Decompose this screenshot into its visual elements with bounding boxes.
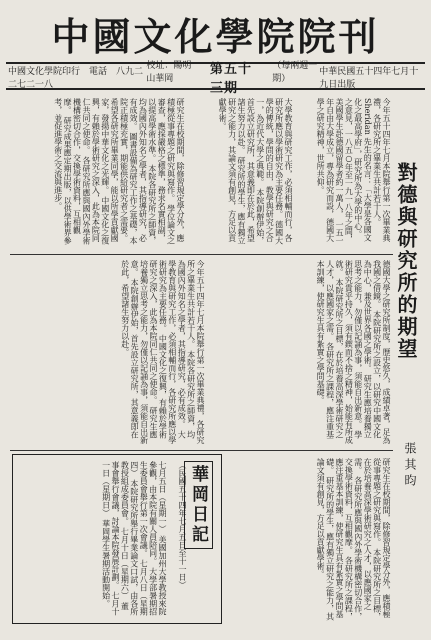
article-col: 本院研究所之設立，以研究中國文化為中心，兼及世界各國之學術。 [363,260,382,439]
article-col: 德國大學的傳統，學問的自由，教學與研究之合一，為近代大學之典範。 [255,98,284,245]
article-col: 研究成果應定期出版，以供學術界參考，並促進學術之交流與進步。 [53,98,73,245]
diary-entry: 七月八日（星期四） [129,461,149,616]
diary-box [12,454,222,624]
article-col: 今年五十四年七月本院舉行第一次畢業典禮，各研究所之畢業生共計若干人。 [186,260,205,444]
body-area [6,92,425,632]
header-info-line [8,61,423,96]
article-block-6 [231,458,391,623]
diary-entries [19,461,167,616]
article-col: 各研究所應與國內外學術機構密切合作，交換學術資料，互相觀摩。 [63,98,91,245]
masthead-title: 中國文化學院院刊 [51,13,380,59]
article-col: 研究生應培養獨立思考之能力，勿僅以記誦為事，須能自出新意。 [353,260,373,439]
diary-entry: 華岡學生暑期活動開始。 [101,519,111,608]
article-block-5 [10,260,205,445]
diary-entry: 美國加州大學教授來院參觀，由本院有關人員陪同。 [148,461,167,616]
section-divider [10,254,393,255]
article-block-3 [15,98,185,248]
article-col: 各研究所之課程，應注重基本訓練，使研究生具有紮實之學問基礎。 [325,458,354,621]
article-col: 本院各研究所之師資，均為國內外知名之學者，其指導研究，必有成效。 [177,260,196,439]
article-col: 本院研究所之目標，在於培養高深學術研究之人才，以應國家之需。 [353,458,382,621]
article-col: 一五一年自由大學成立，專為研究而設，德國大學之研究精神，世所共仰。 [316,98,344,245]
diary-entry: 董事會舉行會議，討論本院發展計劃。 [110,461,130,611]
masthead-rule-bottom [6,88,425,90]
header-date: 中華民國五十四年七月十九日出版 [319,67,419,90]
article-col: 研究所的學生，應有獨立研究之能力，其論文須有創見，方足以貢獻學術。 [316,458,335,621]
article-col: 今年五十四年七月本院舉行第一次畢業典禮，各研究所之畢業生共計若干人。 [372,98,391,242]
article-col: 研究生在校期間，除修習規定學分外，應積極從事專題之研究與寫作。 [166,98,185,242]
article-col: 圖書設備為研究工作之基礎，本院正積極充實，期能供給研究者之需要。 [119,98,138,245]
article-block-1 [301,98,391,248]
article-col: 研究生應培養獨立思考之能力，勿僅以記誦為事，須能自出新意。 [130,260,158,444]
article-col: 希望各研究所畢業同學，能以所學貢獻國家，發揚中華文化之光輝。 [100,98,120,242]
diary-entry: 本院研究所舉行畢業論文口試，由各所教授組成委員會。 [120,461,139,616]
article-col: 德國大學之研究所制度，歷史悠久，成績卓著，足為我國之借鏡。 [372,260,391,444]
article-col: 研究所的學生，應有獨立研究之能力，其論文須有創見，方足以貢獻學術。 [218,98,246,245]
header-left-info: 中國文化學院印行 電話 八九二二七二一八 [8,67,144,90]
article-col: 學位論文之審查，應採嚴格之標準，務求名實相副，以提高學術水準。 [147,98,176,245]
article-col: 研究生在校期間，除修習規定學分外，應積極從事專題之研究與寫作。 [372,458,391,618]
newspaper-page [6,4,425,634]
article-col: 各研究所應與國內外學術機構密切合作，交換學術資料，互相觀摩。 [344,458,363,621]
diary-entry: 七月五日（星期一） [158,461,167,533]
article-col: 本院研究所之目標，在於培養高深學術研究之人才，以應國家之需。 [325,260,344,439]
diary-entry: 七月十一日（星期日） [101,461,120,616]
header-mid [146,58,319,96]
article-col: 之意見，一八五○年至一九一八年之間，美國學生赴德國留學者約一萬人， [334,98,354,243]
article-col: Sheridan 先生的名言：「大學是各國文化之最高學府」，研究所為大學的中心。 [353,98,373,242]
article-title: 對德與研究所的期望 [394,162,418,360]
article-col: 本院創辦伊始，首先設立研究所，其意義即在於此，希望諸生努力以赴。 [120,260,140,439]
diary-title: 華岡日記 [184,461,213,549]
article-col: 各研究所之課程，應注重基本訓練，使研究生具有紮實之學問基礎。 [316,260,335,439]
article-author: 張其昀 [403,442,417,490]
section-divider-2 [10,450,393,451]
article-col: 大學教育與研究工作，必須相輔而行，各研究所應以學術研究為主要任務。 [158,260,187,444]
article-col: 中國文化之復興，有賴於學術研究之深入，此為本院同仁共同之使命。 [81,98,110,245]
article-col: 中國文化之復興，有賴於學術研究之深入，此為本院同仁共同之使命。 [148,260,168,439]
subscription-1: 校址：陽明山華岡 [146,61,192,84]
article-col: 本院各研究所之師資，均為國內外知名之學者，其指導研究，必有成效。 [128,98,157,245]
article-col: 大學教育與研究工作，必須相輔而行，各研究所應以學術研究為主要任務。 [274,98,293,242]
issue-number: 第五十三期 [210,62,253,96]
issue-frequency: （每兩週一期） [272,61,318,84]
diary-date-range: （民國五十四年七月五日至十一日） [178,461,187,589]
article-col: 學術研究貴乎持久，須有鍥而不捨之精神，始能有所成就。 [334,260,363,444]
diary-entry: 大學部暑期招生委員會舉行第一次會議。 [139,461,158,616]
diary-entry: 七月十日（星期六） [120,527,130,600]
article-col: 本院創辦伊始，首先設立研究所，其意義即在於此，希望諸生努力以赴。 [236,98,265,245]
article-block-4 [211,260,391,445]
article-block-2 [193,98,293,248]
